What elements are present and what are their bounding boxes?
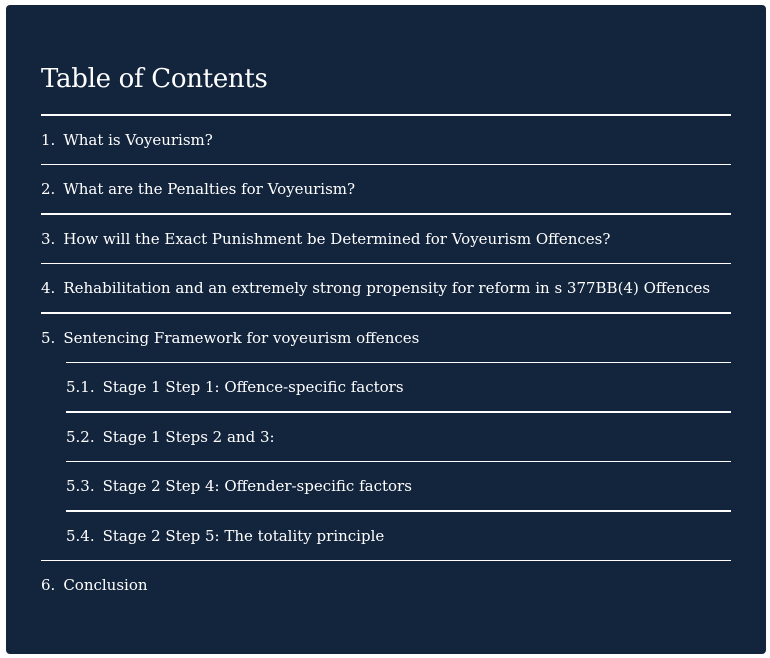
- toc-item-link[interactable]: How will the Exact Punishment be Determined for Voyeurism Offences?: [63, 229, 611, 248]
- toc-item-4[interactable]: [41, 263, 731, 313]
- toc-item-5-1[interactable]: [66, 362, 731, 412]
- toc-item-link[interactable]: Stage 1 Steps 2 and 3:: [102, 427, 275, 446]
- toc-item-5-2[interactable]: [66, 411, 731, 461]
- table-of-contents: [6, 5, 766, 654]
- toc-item-5-3[interactable]: [66, 461, 731, 511]
- toc-item-link[interactable]: Stage 2 Step 5: The totality principle: [102, 526, 385, 545]
- toc-item-number: 5.: [41, 328, 56, 347]
- toc-item-5[interactable]: [41, 312, 731, 362]
- toc-title: Table of Contents: [41, 64, 268, 94]
- toc-item-number: 1.: [41, 130, 56, 149]
- toc-item-5-4[interactable]: [66, 510, 731, 560]
- toc-item-link[interactable]: What are the Penalties for Voyeurism?: [63, 179, 356, 198]
- toc-item-link[interactable]: Stage 1 Step 1: Offence-specific factors: [102, 377, 404, 396]
- toc-item-number: 5.2.: [66, 427, 95, 446]
- toc-list: [41, 114, 731, 609]
- toc-item-2[interactable]: [41, 164, 731, 214]
- toc-item-6[interactable]: [41, 560, 731, 610]
- toc-item-link[interactable]: Stage 2 Step 4: Offender-specific factors: [102, 476, 412, 495]
- toc-item-link[interactable]: Rehabilitation and an extremely strong propensity for reform in s 377BB(4) Offences: [63, 278, 711, 297]
- toc-item-1[interactable]: [41, 114, 731, 164]
- toc-item-link[interactable]: What is Voyeurism?: [63, 130, 213, 149]
- toc-item-number: 4.: [41, 278, 56, 297]
- toc-item-link[interactable]: Conclusion: [63, 575, 148, 594]
- toc-item-number: 6.: [41, 575, 56, 594]
- toc-item-number: 5.3.: [66, 476, 95, 495]
- toc-item-number: 3.: [41, 229, 56, 248]
- toc-item-number: 2.: [41, 179, 56, 198]
- toc-item-3[interactable]: [41, 213, 731, 263]
- toc-item-link[interactable]: Sentencing Framework for voyeurism offences: [63, 328, 420, 347]
- toc-item-number: 5.1.: [66, 377, 95, 396]
- toc-item-number: 5.4.: [66, 526, 95, 545]
